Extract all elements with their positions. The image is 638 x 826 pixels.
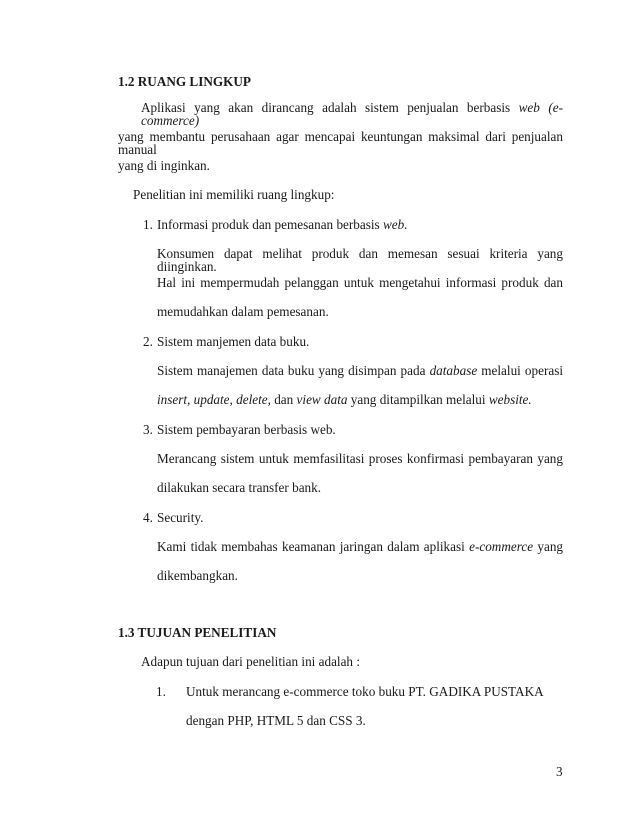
intro-paragraph-line-3: yang di inginkan. — [118, 158, 210, 173]
intro-paragraph-line-1 — [141, 101, 563, 127]
scope-item-2-line-2 — [157, 393, 532, 406]
scope-item-4-title: Security. — [157, 510, 204, 525]
scope-item-2-italic-database: database — [429, 363, 478, 378]
scope-item-4-text-a: Kami tidak membahas keamanan jaringan dalam aplikasi — [157, 539, 465, 554]
scope-item-2-text-c: dan — [274, 392, 294, 407]
scope-item-1-title-italic: web. — [382, 217, 408, 232]
scope-item-1-line-2: Hal ini mempermudah pelanggan untuk mengetahui informasi produk dan — [157, 275, 563, 290]
intro-text: Aplikasi yang akan dirancang adalah sistem penjualan berbasis — [141, 100, 511, 115]
scope-item-3-line-1: Merancang sistem untuk memfasilitasi proses konfirmasi pembayaran yang — [157, 451, 563, 466]
objectives-lead: Adapun tujuan dari penelitian ini adalah : — [141, 654, 360, 669]
scope-item-3-title: Sistem pembayaran berbasis web. — [157, 422, 336, 437]
section-heading-1-3: 1.3 TUJUAN PENELITIAN — [118, 625, 277, 640]
scope-item-2-line-1 — [157, 364, 563, 377]
scope-item-2-italic-operations: insert, update, delete, — [157, 392, 271, 407]
intro-italic-term: web (e-commerce) — [141, 100, 563, 129]
intro-paragraph-line-2: yang membantu perusahaan agar mencapai keuntungan maksimal dari penjualan manual — [118, 129, 563, 158]
scope-item-2-title: Sistem manjemen data buku. — [157, 334, 310, 349]
page-number: 3 — [556, 764, 563, 779]
scope-item-4-line-1 — [157, 540, 563, 553]
scope-item-2-number: 2. — [143, 334, 153, 349]
scope-item-4-text-b: yang — [537, 539, 564, 554]
objective-item-1-line-2: dengan PHP, HTML 5 dan CSS 3. — [186, 713, 366, 728]
scope-item-1-title — [157, 218, 408, 231]
scope-item-2-italic-view-data: view data — [296, 392, 348, 407]
scope-lead: Penelitian ini memiliki ruang lingkup: — [133, 187, 335, 202]
scope-item-3-number: 3. — [143, 422, 153, 437]
scope-item-2-text-a: Sistem manajemen data buku yang disimpan pada — [157, 363, 426, 378]
section-heading-1-2: 1.2 RUANG LINGKUP — [118, 74, 251, 89]
scope-item-4-italic-ecommerce: e-commerce — [469, 539, 534, 554]
scope-item-2-italic-website: website. — [488, 392, 532, 407]
scope-item-1-title-text: Informasi produk dan pemesanan berbasis — [157, 217, 380, 232]
scope-item-1-line-1: Konsumen dapat melihat produk dan memesan sesuai kriteria yang diinginkan. — [157, 246, 563, 275]
scope-item-1-line-3: memudahkan dalam pemesanan. — [157, 304, 329, 319]
objective-item-1-line-1: Untuk merancang e-commerce toko buku PT. GADIKA PUSTAKA — [186, 684, 544, 699]
objective-item-1-number: 1. — [156, 684, 166, 699]
scope-item-4-number: 4. — [143, 510, 153, 525]
scope-item-3-line-2: dilakukan secara transfer bank. — [157, 480, 322, 495]
scope-item-2-text-b: melalui operasi — [481, 363, 564, 378]
scope-item-2-text-d: yang ditampilkan melalui — [350, 392, 486, 407]
scope-item-4-line-2: dikembangkan. — [157, 568, 238, 583]
scope-item-1-number: 1. — [143, 217, 153, 232]
